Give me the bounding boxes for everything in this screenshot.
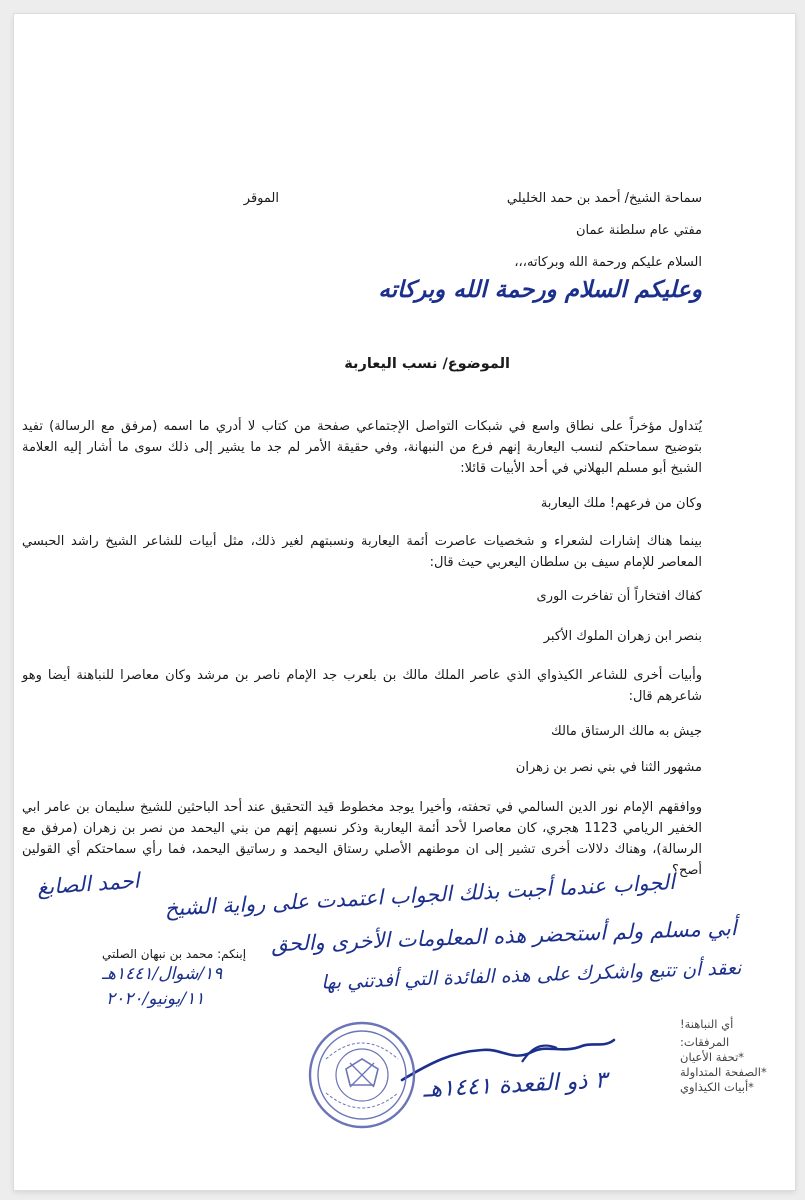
paragraph-1: يُتداول مؤخراً على نطاق واسع في شبكات التواصل الإجتماعي صفحة من كتاب لا أدري ما اسمه (مرفق مع الرسالة) تفيد بتوضيح سماحتكم لنسب اليعاربة إنهم فرع من النبهانة، وفي حقيقة الأمر لم جد ما يشير إلى ذلك سوى ما أشار إليه العلامة الشيخ أبو مسلم البهلاني في أحد الأبيات قائلا: <box>22 419 702 476</box>
greeting: السلام عليكم ورحمة الله وبركاته،،، <box>514 255 702 270</box>
nabahina-note: أي النباهنة! <box>680 1017 734 1031</box>
handwritten-reply-line-3: نعقد أن تتبع واشكرك على هذه الفائدة التي أفدتني بها <box>320 957 742 994</box>
verse-4: جيش به مالك الرستاق مالك <box>551 724 702 739</box>
handwritten-reply-greeting: وعليكم السلام ورحمة الله وبركاته <box>378 276 702 303</box>
sender-date-hijri: ١٩/شوال/١٤٤١هـ <box>102 964 223 984</box>
handwritten-reply-line-1: الجواب عندما أجبت بذلك الجواب اعتمدت على رواية الشيخ <box>164 870 676 921</box>
paragraph-3: وأبيات أخرى للشاعر الكيذواي الذي عاصر الملك مالك بن بلعرب جد الإمام ناصر بن مرشد وكان معاصرا للنباهنة أيضا وهو شاعرهم قال: <box>22 668 702 704</box>
attachment-item: *تحفة الأعيان <box>680 1050 745 1064</box>
official-stamp <box>306 1019 418 1131</box>
recipient-title: مفتي عام سلطنة عمان <box>576 223 702 238</box>
sender-date-gregorian: ١١/يونيو/٢٠٢٠ <box>106 989 205 1009</box>
subject-line: الموضوع/ نسب اليعاربة <box>344 356 510 372</box>
attachment-item: *أبيات الكيذاوي <box>680 1080 754 1094</box>
recipient-line: سماحة الشيخ/ أحمد بن حمد الخليلي <box>506 191 702 206</box>
attachments-label: المرفقات: <box>680 1035 730 1049</box>
attachment-item: *الصفحة المتداولة <box>680 1065 767 1079</box>
honorific: الموقر <box>243 191 279 206</box>
verse-3: بنصر ابن زهران الملوك الأكبر <box>543 629 702 644</box>
paragraph-4: ووافقهم الإمام نور الدين السالمي في تحفته، وأخيرا يوجد مخطوط قيد التحقيق عند أحد الباحثين للشيخ سليمان بن عامر ابي الخفير الريامي 1123 هجري، كان معاصرا لأحد أئمة اليعاربة وذكر نسبهم إنهم من بني اليحمد من نصر بن زهران (مرفق مع الرسالة)، وهناك دلالات أخرى تشير إلى ان موطنهم الأصلي رستاق اليحمد و رساتيق اليحمد، فما رأي سماحتكم أي القولين أصح؟ <box>22 800 702 878</box>
paragraph-2: بينما هناك إشارات لشعراء و شخصيات عاصرت أئمة اليعاربة ونسبتهم لغير ذلك، مثل أبيات للشاعر الشيخ راشد الحبسي المعاصر للإمام سيف بن سلطان اليعربي حيث قال: <box>22 534 702 570</box>
handwritten-reply-line-2: أبي مسلم ولم أستحضر هذه المعلومات الأخرى والحق <box>271 916 738 957</box>
verse-5: مشهور الثنا في بني نصر بن زهران <box>515 760 702 775</box>
verse-1: وكان من فرعهم! ملك اليعاربة <box>540 496 702 511</box>
reply-date: ٣ ذو القعدة ١٤٤١هـ <box>422 1067 608 1103</box>
verse-2: كفاك افتخاراً أن تفاخرت الورى <box>536 589 702 604</box>
handwritten-signature-name: احمد الصابغ <box>36 868 141 900</box>
sender-label: إبنكم: محمد بن نبهان الصلتي <box>102 947 247 961</box>
letter-page <box>14 14 795 1190</box>
